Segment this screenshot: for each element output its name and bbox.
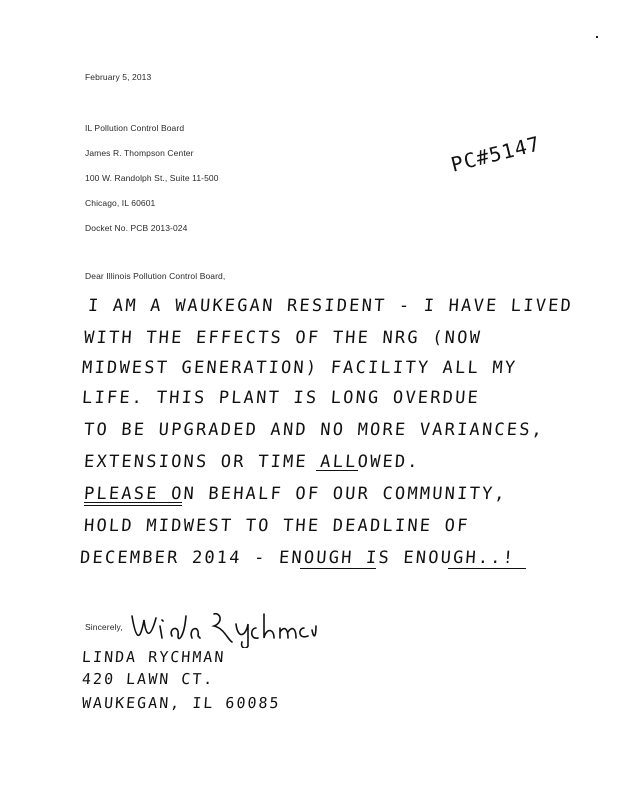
address-city: WAUKEGAN, IL 60085	[81, 694, 282, 712]
closing: Sincerely,	[85, 622, 123, 632]
recipient-line: IL Pollution Control Board	[85, 123, 185, 133]
public-comment-stamp: PC#5147	[448, 131, 543, 177]
underline-mark	[316, 470, 358, 471]
body-line: WITH THE EFFECTS OF THE NRG (NOW	[83, 328, 483, 348]
body-line: I AM A WAUKEGAN RESIDENT - I HAVE LIVED	[87, 296, 574, 316]
signature-image	[128, 606, 318, 648]
printed-name: LINDA RYCHMAN	[81, 648, 227, 666]
body-line: TO BE UPGRADED AND NO MORE VARIANCES,	[83, 420, 545, 440]
recipient-line: 100 W. Randolph St., Suite 11-500	[85, 173, 219, 183]
body-line: LIFE. THIS PLANT IS LONG OVERDUE	[81, 388, 481, 408]
scan-speck	[596, 36, 598, 38]
letter-date: February 5, 2013	[85, 72, 152, 82]
underline-mark	[448, 568, 526, 569]
address-street: 420 LAWN CT.	[81, 670, 216, 688]
docket-number: Docket No. PCB 2013-024	[85, 223, 188, 233]
underline-mark	[300, 568, 376, 569]
recipient-line: Chicago, IL 60601	[85, 198, 156, 208]
recipient-line: James R. Thompson Center	[85, 148, 194, 158]
body-line: EXTENSIONS OR TIME ALLOWED.	[83, 452, 421, 472]
underline-mark	[84, 502, 182, 506]
salutation: Dear Illinois Pollution Control Board,	[85, 271, 226, 281]
body-line: PLEASE ON BEHALF OF OUR COMMUNITY,	[83, 484, 508, 504]
body-line: MIDWEST GENERATION) FACILITY ALL MY	[81, 358, 518, 378]
body-line: DECEMBER 2014 - ENOUGH IS ENOUGH..!	[79, 548, 516, 568]
body-line: HOLD MIDWEST TO THE DEADLINE OF	[83, 516, 471, 536]
